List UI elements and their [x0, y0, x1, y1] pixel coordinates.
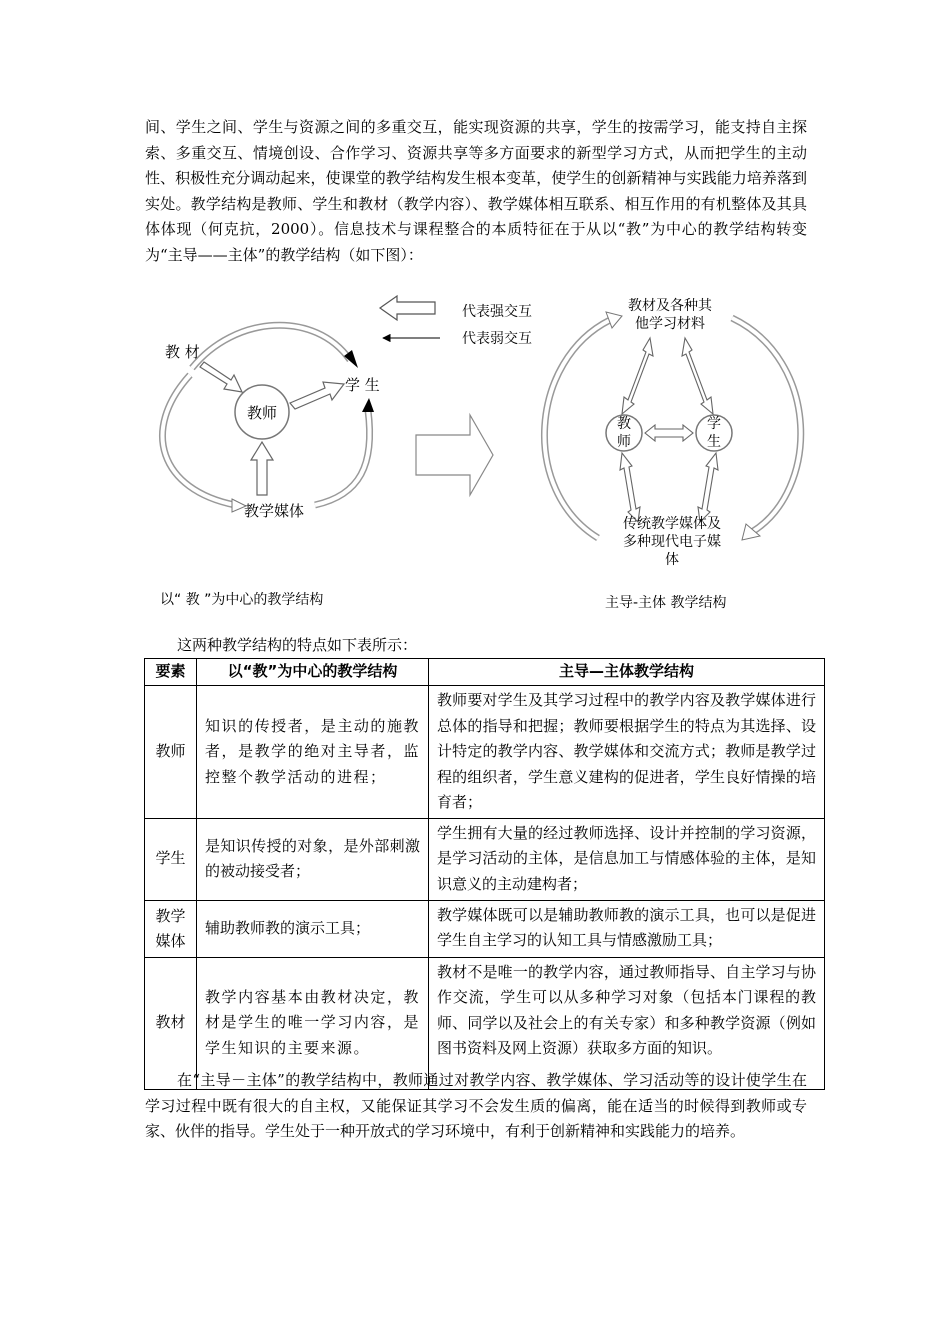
row-element: 教学 媒体	[145, 900, 197, 957]
row-traditional: 辅助教师教的演示工具；	[197, 900, 429, 957]
material-label: 教 材	[165, 343, 200, 361]
intro-paragraph: 间、学生之间、学生与资源之间的多重交互，能实现资源的共享，学生的按需学习，能支持自主探索、多重交互、情境创设、合作学习、资源共享等多方面要求的新型学习方式，从而把学生的主动性、积极性充分调动起来，使课堂的教学结构发生根本变革，使学生的创新精神与实践能力培养落到实处。教学结构是教师、学生和教材（教学内容）、教学媒体相互联系、相互作用的有机整体及其具体体现（何克抗，2000）。信息技术与课程整合的本质特征在于从以“教”为中心的教学结构转变为“主导——主体”的教学结构（如下图）：	[145, 118, 807, 264]
row-traditional: 是知识传授的对象，是外部刺激的被动接受者；	[197, 818, 429, 900]
teacher-to-student-arrow-icon	[290, 382, 344, 409]
header-dominant: 主导—主体教学结构	[429, 659, 825, 686]
table-row	[145, 900, 825, 957]
conclusion-paragraph: 在“主导－主体”的教学结构中，教师通过对教学内容、教学媒体、学习活动等的设计使学生在学习过程中既有很大的自主权，又能保证其学习不会发生质的偏离，能在适当的时候得到教师或专家、伙伴的指导。学生处于一种开放式的学习环境中，有利于创新精神和实践能力的培养。	[145, 1071, 807, 1140]
bottom-to-student-arrow-icon	[698, 453, 718, 522]
top-to-student-arrow-icon	[682, 338, 713, 414]
row-dominant: 学生拥有大量的经过教师选择、设计并控制的学习资源，是学习活动的主体，是信息加工与情感体验的主体，是知识意义的主动建构者；	[429, 818, 825, 900]
row-element: 教材	[145, 957, 197, 1089]
right-outer-arc-left	[544, 320, 610, 538]
table-row	[145, 686, 825, 819]
bottom-node-label-line1: 传统教学媒体及	[623, 516, 721, 532]
comparison-table	[144, 658, 825, 1090]
bottom-node-label-line3: 体	[665, 552, 679, 568]
dominant-subject-diagram	[544, 297, 800, 611]
header-element: 要素	[145, 659, 197, 686]
bottom-node-label-line2: 多种现代电子媒	[623, 534, 721, 550]
header-traditional: 以“教”为中心的教学结构	[197, 659, 429, 686]
table-caption: 这两种教学结构的特点如下表所示：	[177, 636, 418, 654]
legend	[380, 296, 532, 347]
right-student-label-2: 生	[707, 434, 721, 450]
row-element: 教师	[145, 686, 197, 819]
row-traditional: 知识的传授者，是主动的施教者，是教学的绝对主导者，监控整个教学活动的进程；	[197, 686, 429, 819]
right-diagram-caption: 主导-主体 教学结构	[605, 595, 727, 611]
transition-arrow-icon	[416, 415, 493, 495]
teacher-label: 教师	[246, 404, 278, 422]
top-to-teacher-arrow-icon	[622, 338, 653, 414]
bottom-to-teacher-arrow-icon	[620, 453, 640, 522]
right-student-label-1: 学	[707, 416, 721, 432]
table-header-row	[145, 659, 825, 686]
student-label: 学 生	[345, 376, 380, 394]
right-teacher-label-1: 教	[617, 416, 631, 432]
legend-strong-label: 代表强交互	[462, 304, 532, 320]
legend-weak-label: 代表弱交互	[462, 331, 532, 347]
right-outer-arc-right	[732, 318, 801, 532]
media-label: 教学媒体	[244, 502, 305, 520]
table-row	[145, 818, 825, 900]
outer-cycle-arrow-right	[315, 410, 370, 505]
row-dominant: 教学媒体既可以是辅助教师教的演示工具，也可以是促进学生自主学习的认知工具与情感激励工具；	[429, 900, 825, 957]
teacher-centered-diagram	[160, 325, 380, 608]
top-node-label-line2: 他学习材料	[635, 316, 705, 332]
teaching-structure-diagram	[140, 290, 820, 620]
right-teacher-label-2: 师	[617, 434, 631, 450]
media-to-teacher-arrow-icon	[251, 442, 273, 495]
row-element: 学生	[145, 818, 197, 900]
left-diagram-caption: 以“ 教 ”为中心的教学结构	[160, 592, 324, 608]
material-to-teacher-arrow-icon	[200, 362, 242, 392]
strong-interaction-arrow-icon	[380, 296, 435, 320]
row-dominant: 教材不是唯一的教学内容，通过教师指导、自主学习与协作交流，学生可以从多种学习对象（包括本门课程的教师、同学以及社会上的有关专家）和多种教学资源（例如图书资料及网上资源）获取多方面的知识。	[429, 957, 825, 1089]
teacher-student-double-arrow-icon	[645, 425, 693, 441]
row-traditional: 教学内容基本由教材决定，教材是学生的唯一学习内容，是学生知识的主要来源。	[197, 957, 429, 1089]
row-dominant: 教师要对学生及其学习过程中的教学内容及教学媒体进行总体的指导和把握；教师要根据学生的特点为其选择、设计特定的教学内容、教学媒体和交流方式；教师是教学过程的组织者，学生意义建构的促进者，学生良好情操的培育者；	[429, 686, 825, 819]
top-node-label-line1: 教材及各种其	[628, 298, 712, 314]
